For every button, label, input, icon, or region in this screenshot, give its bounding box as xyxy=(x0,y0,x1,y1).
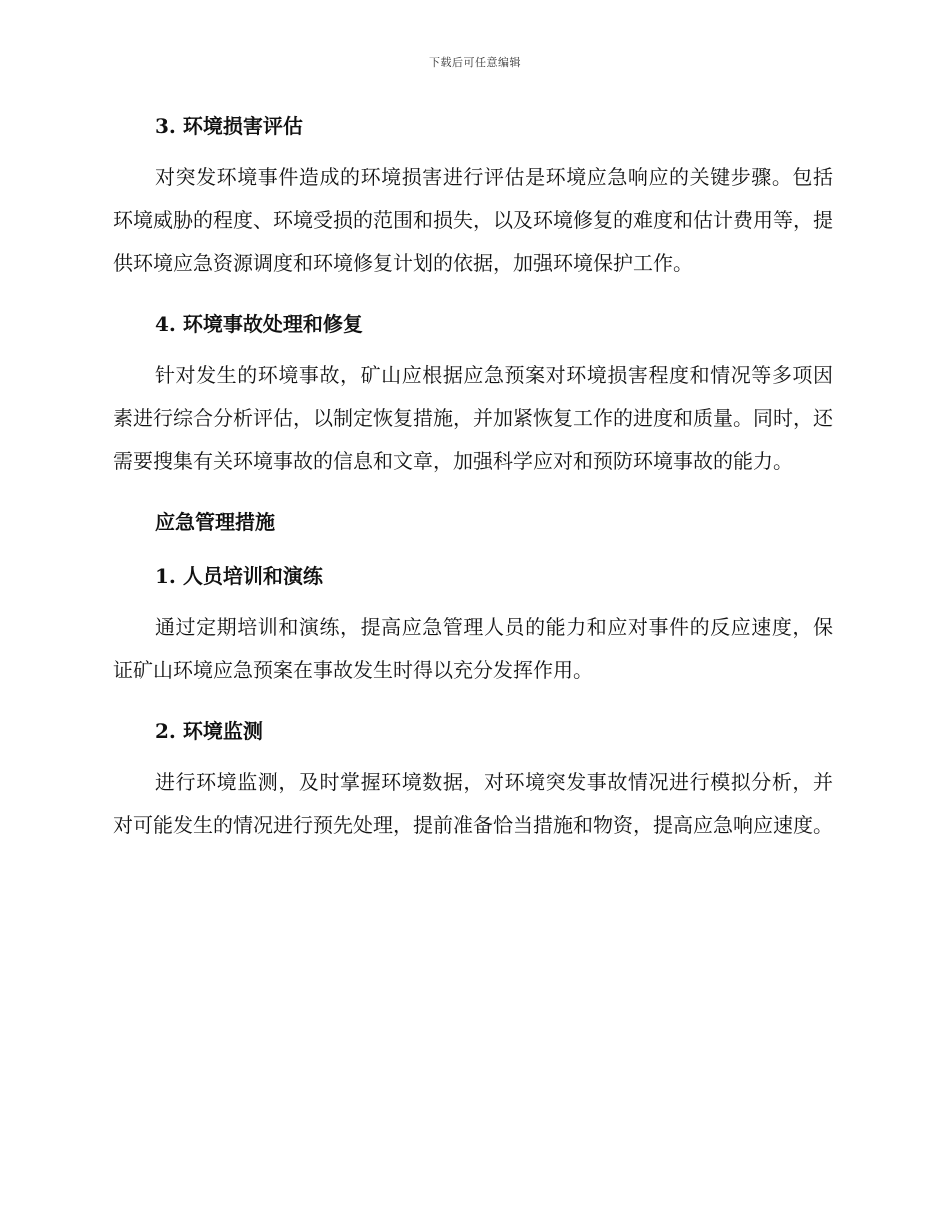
section-paragraph-monitoring: 进行环境监测，及时掌握环境数据，对环境突发事故情况进行模拟分析，并对可能发生的情况进行预先处理，提前准备恰当措施和物资，提高应急响应速度。 xyxy=(113,770,833,837)
section-heading-monitoring: 2. 环境监测 xyxy=(155,719,263,743)
section-heading-accident-handling: 4. 环境事故处理和修复 xyxy=(155,312,363,336)
page-header: 下载后可任意编辑 xyxy=(429,56,521,69)
section-paragraph-damage-assessment: 对突发环境事件造成的环境损害进行评估是环境应急响应的关键步骤。包括环境威胁的程度、环境受损的范围和损失，以及环境修复的难度和估计费用等，提供环境应急资源调度和环境修复计划的依据，加强环境保护工作。 xyxy=(113,165,833,275)
section-heading-damage-assessment: 3. 环境损害评估 xyxy=(155,114,303,138)
section-paragraph-accident-handling: 针对发生的环境事故，矿山应根据应急预案对环境损害程度和情况等多项因素进行综合分析评估，以制定恢复措施，并加紧恢复工作的进度和质量。同时，还需要搜集有关环境事故的信息和文章，加强科学应对和预防环境事故的能力。 xyxy=(113,363,833,473)
section-paragraph-training: 通过定期培训和演练，提高应急管理人员的能力和应对事件的反应速度，保证矿山环境应急预案在事故发生时得以充分发挥作用。 xyxy=(113,615,833,682)
document-body xyxy=(113,111,833,847)
section-heading-training: 1. 人员培训和演练 xyxy=(155,564,323,588)
section-heading-emergency-measures: 应急管理措施 xyxy=(155,510,275,534)
